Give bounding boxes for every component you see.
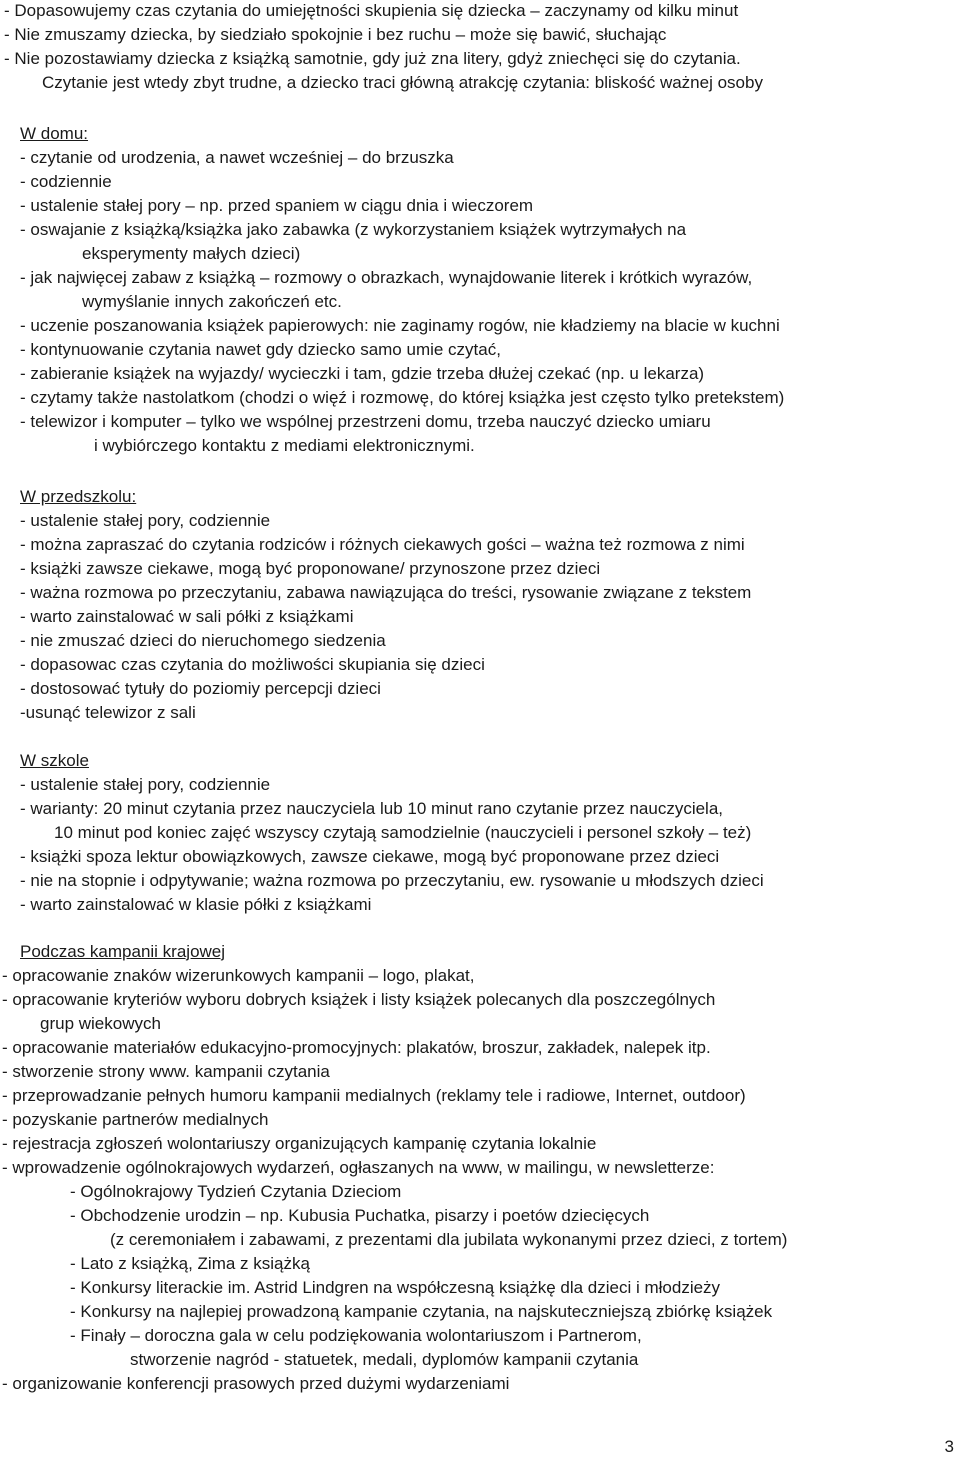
sub-list-item: - Finały – doroczna gala w celu podziękowania wolontariuszom i Partnerom, — [70, 1326, 642, 1345]
list-item: - uczenie poszanowania książek papierowych: nie zaginamy rogów, nie kładziemy na blacie w kuchni — [20, 316, 780, 335]
list-item-continuation: eksperymenty małych dzieci) — [82, 244, 301, 263]
sub-list-item: - Konkursy na najlepiej prowadzoną kampanie czytania, na najskuteczniejszą zbiórkę książek — [70, 1302, 773, 1321]
list-item-continuation: grup wiekowych — [40, 1014, 161, 1033]
list-item: - ustalenie stałej pory, codziennie — [20, 775, 271, 794]
sub-list-item: - Konkursy literackie im. Astrid Lindgren na współczesną książkę dla dzieci i młodzieży — [70, 1278, 721, 1297]
list-item: - ustalenie stałej pory, codziennie — [20, 511, 271, 530]
sub-list-item-continuation: (z ceremoniałem i zabawami, z prezentami dla jubilata wykonanymi przez dzieci, z tortem) — [110, 1230, 788, 1249]
intro-line: - Nie pozostawiamy dziecka z książką samotnie, gdy już zna litery, gdyż zniechęci się do czytania. — [4, 49, 741, 68]
page-number: 3 — [944, 1437, 954, 1456]
list-item-continuation: 10 minut pod koniec zajęć wszyscy czytają samodzielnie (nauczycieli i personel szkoły – też) — [54, 823, 752, 842]
list-item: - opracowanie kryteriów wyboru dobrych książek i listy książek polecanych dla poszczególnych — [2, 990, 716, 1009]
intro-line: - Nie zmuszamy dziecka, by siedziało spokojnie i bez ruchu – może się bawić, słuchając — [4, 25, 667, 44]
list-item: - dopasowac czas czytania do możliwości skupiania się dzieci — [20, 655, 485, 674]
list-item: - organizowanie konferencji prasowych przed dużymi wydarzeniami — [2, 1374, 510, 1393]
list-item: - nie na stopnie i odpytywanie; ważna rozmowa po przeczytaniu, ew. rysowanie u młodszych dzieci — [20, 871, 764, 890]
list-item: - można zapraszać do czytania rodziców i różnych ciekawych gości – ważna też rozmowa z nimi — [20, 535, 745, 554]
list-item: - nie zmuszać dzieci do nieruchomego siedzenia — [20, 631, 386, 650]
list-item: - książki spoza lektur obowiązkowych, zawsze ciekawe, mogą być proponowane przez dzieci — [20, 847, 720, 866]
list-item: - codziennie — [20, 172, 112, 191]
intro-line: - Dopasowujemy czas czytania do umiejętności skupienia się dziecka – zaczynamy od kilku minut — [4, 1, 739, 20]
sub-list-item: - Obchodzenie urodzin – np. Kubusia Puchatka, pisarzy i poetów dziecięcych — [70, 1206, 650, 1225]
list-item: - oswajanie z książką/książka jako zabawka (z wykorzystaniem książek wytrzymałych na — [20, 220, 687, 239]
list-item: - zabieranie książek na wyjazdy/ wycieczki i tam, gdzie trzeba dłużej czekać (np. u lekarza) — [20, 364, 705, 383]
list-item: - warto zainstalować w klasie półki z książkami — [20, 895, 372, 914]
section-heading-school: W szkole — [20, 751, 89, 770]
list-item: -usunąć telewizor z sali — [20, 703, 196, 722]
list-item: - książki zawsze ciekawe, mogą być proponowane/ przynoszone przez dzieci — [20, 559, 601, 578]
section-heading-home: W domu: — [20, 124, 89, 143]
list-item: - opracowanie materiałów edukacyjno-promocyjnych: plakatów, broszur, zakładek, nalepek itp. — [2, 1038, 711, 1057]
list-item: - kontynuowanie czytania nawet gdy dziecko samo umie czytać, — [20, 340, 501, 359]
list-item: - dostosować tytuły do poziomiy percepcji dzieci — [20, 679, 381, 698]
list-item: - wprowadzenie ogólnokrajowych wydarzeń, ogłaszanych na www, w mailingu, w newsletterze: — [2, 1158, 715, 1177]
sub-list-item: - Lato z książką, Zima z książką — [70, 1254, 310, 1273]
list-item-continuation: i wybiórczego kontaktu z mediami elektronicznymi. — [94, 436, 475, 455]
list-item: - jak najwięcej zabaw z książką – rozmowy o obrazkach, wynajdowanie literek i krótkich wyrazów, — [20, 268, 753, 287]
list-item: - przeprowadzanie pełnych humoru kampanii medialnych (reklamy tele i radiowe, Internet, outdoor) — [2, 1086, 746, 1105]
sub-list-item-continuation: stworzenie nagród - statuetek, medali, dyplomów kampanii czytania — [130, 1350, 639, 1369]
list-item: - czytanie od urodzenia, a nawet wcześniej – do brzuszka — [20, 148, 454, 167]
intro-line: Czytanie jest wtedy zbyt trudne, a dziecko traci główną atrakcję czytania: bliskość ważnej osoby — [42, 73, 763, 92]
section-heading-preschool: W przedszkolu: — [20, 487, 137, 506]
list-item: - pozyskanie partnerów medialnych — [2, 1110, 269, 1129]
sub-list-item: - Ogólnokrajowy Tydzień Czytania Dzieciom — [70, 1182, 402, 1201]
list-item: - ważna rozmowa po przeczytaniu, zabawa nawiązująca do treści, rysowanie związane z tekstem — [20, 583, 752, 602]
list-item: - telewizor i komputer – tylko we wspólnej przestrzeni domu, trzeba nauczyć dziecko umiaru — [20, 412, 711, 431]
list-item: - opracowanie znaków wizerunkowych kampanii – logo, plakat, — [2, 966, 475, 985]
list-item: - warianty: 20 minut czytania przez nauczyciela lub 10 minut rano czytanie przez nauczyciela, — [20, 799, 724, 818]
list-item-continuation: wymyślanie innych zakończeń etc. — [82, 292, 342, 311]
list-item: - rejestracja zgłoszeń wolontariuszy organizujących kampanię czytania lokalnie — [2, 1134, 597, 1153]
list-item: - ustalenie stałej pory – np. przed spaniem w ciągu dnia i wieczorem — [20, 196, 534, 215]
list-item: - warto zainstalować w sali półki z książkami — [20, 607, 354, 626]
list-item: - czytamy także nastolatkom (chodzi o więź i rozmowę, do której książka jest często tylko pretekstem) — [20, 388, 785, 407]
section-heading-national-campaign: Podczas kampanii krajowej — [20, 942, 226, 961]
list-item: - stworzenie strony www. kampanii czytania — [2, 1062, 330, 1081]
